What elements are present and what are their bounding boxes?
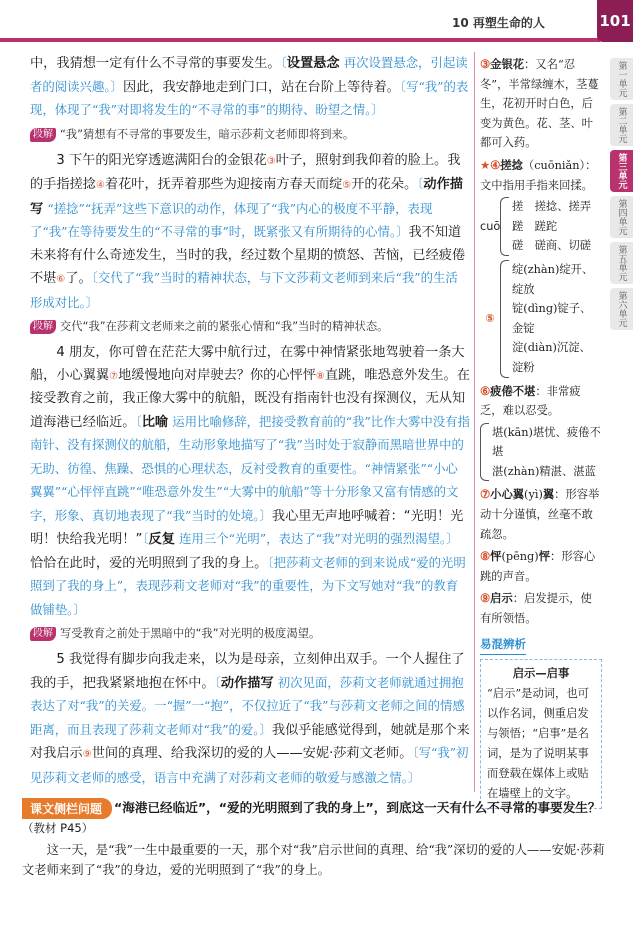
- question-ribbon: 课文侧栏问题: [22, 798, 112, 819]
- gloss-item-6: ⑥疲倦不堪：非常疲乏，难以忍受。 堪(kān)堪忧、疲倦不堪 湛(zhàn)精湛、湛蓝: [480, 382, 602, 482]
- brace-icon: [480, 423, 489, 482]
- gloss-item-3: ③金银花：又名“忍冬”，半常绿缠木，茎蔓生，花初开时白色，后变为黄色。花、茎、叶都可入药。: [480, 57, 599, 150]
- char-group: 堪(kān)堪忧、疲倦不堪 湛(zhàn)精湛、湛蓝: [480, 423, 602, 482]
- paragraph-2-end: 中，我猜想一定有什么不寻常的事要发生。〔设置悬念 再次设置悬念，引起读者的阅读兴趣。〕因此，我安静地走到门口，站在台阶上等待着。〔写“我”的表现，体现了“我”对即将发生的“不寻常的事”的期待、盼望之情。〕: [30, 55, 469, 117]
- unit-tab-4[interactable]: 第四单元: [610, 196, 633, 238]
- question: “海港已经临近”，“爱的光明照到了我的身上”，到底这一天有什么不寻常的事要发生？（教材 P45）: [22, 800, 601, 835]
- paragraph-note: 段解 写受教育之前处于黑暗中的“我”对光明的极度渴望。: [30, 624, 470, 643]
- page-number: 101: [597, 0, 633, 42]
- header-rule: [0, 38, 600, 42]
- page-header: [0, 0, 633, 40]
- paragraph-3: 3 下午的阳光穿透遮满阳台的金银花③叶子，照射到我仰着的脸上。我的手指搓捻④着花叶，抚弄着那些为迎接南方春天而绽⑤开的花朵。〔动作描写 “搓捻”“抚弄”这些下意识的动作，体现了“我”内心的极度不平静，表现了“我”在等待要发生的“不寻常的事”时，既紧张又有所期待的心情。〕我不知道未来将有什么奇迹发生，当时的我，经过数个星期的愤怒、苦恼，已经疲倦不堪⑥了。〔交代了“我”当时的精神状态，与下文莎莉文老师到来后“我”的生活形成对比。〕: [30, 152, 466, 310]
- confusable-words-title: 易混辨析: [480, 635, 526, 656]
- paragraph-5: 5 我觉得有脚步向我走来，以为是母亲，立刻伸出双手。一个人握住了我的手，把我紧紧地抱在怀中。〔动作描写 初次见面，莎莉文老师就通过拥抱表达了对“我”的关爱。一“握”一“抱”，不仅拉近了“我”与莎莉文老师之间的情感距离，而且表现了莎莉文老师对“我”的爱。〕我似乎能感觉得到，她就是那个来对我启示⑨世间的真理、给我深切的爱的人——安妮·莎莉文老师。〔写“我”初见莎莉文老师的感受，语言中充满了对莎莉文老师的敬爱与感激之情。〕: [30, 652, 470, 785]
- brace-icon: [500, 197, 509, 256]
- confusable-words-box: 易混辨析 启示—启事 “启示”是动词，也可以作名词，侧重启发与领悟；“启事”是名词，是为了说明某事而登载在媒体上或贴在墙壁上的文字。: [480, 635, 602, 810]
- char-group: cuō 搓 搓捻、搓弄 蹉 蹉跎 磋 磋商、切磋: [480, 197, 602, 256]
- column-divider: [474, 52, 475, 792]
- char-group: ⑤ 绽(zhàn)绽开、绽放 锭(dìng)锭子、金锭 淀(diàn)沉淀、淀粉: [480, 260, 602, 378]
- unit-tab-1[interactable]: 第一单元: [610, 58, 633, 100]
- unit-tab-2[interactable]: 第二单元: [610, 104, 633, 146]
- paragraph-note: 段解 交代“我”在莎莉文老师来之前的紧张心情和“我”当时的精神状态。: [30, 317, 470, 336]
- paragraph-4: 4 朋友，你可曾在茫茫大雾中航行过，在雾中神情紧张地驾驶着一条大船，小心翼翼⑦地缓慢地向对岸驶去？你的心怦怦⑧直跳，唯恐意外发生。在接受教育之前，我正像大雾中的航船，既没有指南针也没有探测仪，无从知道海港已经临近。〔比喻 运用比喻修辞，把接受教育前的“我”比作大雾中没有指南针、没有探测仪的航船，生动形象地描写了“我”当时处于寂静而黑暗世界中的无助、彷徨、焦躁、恐惧的心理状态，反衬受教育的重要性。“神情紧张”“小心翼翼”“心怦怦直跳”“唯恐意外发生”“大雾中的航船”等十分形象又富有情感的文字，形象、真切地表现了“我”当时的处境。〕我心里无声地呼喊着：“光明！光明！快给我光明！”〔反复 连用三个“光明”，表达了“我”对光明的强烈渴望。〕恰恰在此时，爱的光明照到了我的身上。〔把莎莉文老师的到来说成“爱的光明照到了我的身上”，表现莎莉文老师对“我”的重要性，为下文写她对“我”的教育做铺垫。〕: [30, 345, 470, 617]
- chapter-title: 10 再塑生命的人: [452, 16, 545, 30]
- glossary-sidebar: [480, 55, 602, 809]
- main-text: [30, 52, 470, 792]
- gloss-item-7: ⑦小心翼(yì)翼：形容举动十分谨慎，丝毫不敢疏忽。: [480, 487, 600, 541]
- unit-tab-6[interactable]: 第六单元: [610, 288, 633, 330]
- star-icon: ★: [480, 158, 491, 172]
- gloss-item-8: ⑧怦(pēng)怦：形容心跳的声音。: [480, 549, 596, 583]
- unit-tabs: [610, 58, 633, 334]
- answer: 这一天，是“我”一生中最重要的一天，那个对“我”启示世间的真理、给“我”深切的爱的人——安妮·莎莉文老师来到了“我”的身边，爱的光明照到了“我”的身上。: [22, 843, 605, 877]
- paragraph-note: 段解 “我”猜想有不寻常的事要发生，暗示莎莉文老师即将到来。: [30, 125, 470, 144]
- gloss-item-9: ⑨启示：启发提示，使有所领悟。: [480, 591, 592, 626]
- gloss-item-5: [480, 260, 602, 378]
- gloss-item-4: ★④搓捻（cuōniǎn）：文中指用手指来回揉。 cuō 搓 搓捻、搓弄 蹉 蹉跎 磋 磋商、切磋: [480, 156, 602, 256]
- brace-icon: [500, 260, 509, 378]
- unit-tab-5[interactable]: 第五单元: [610, 242, 633, 284]
- unit-tab-3[interactable]: 第三单元: [610, 150, 633, 192]
